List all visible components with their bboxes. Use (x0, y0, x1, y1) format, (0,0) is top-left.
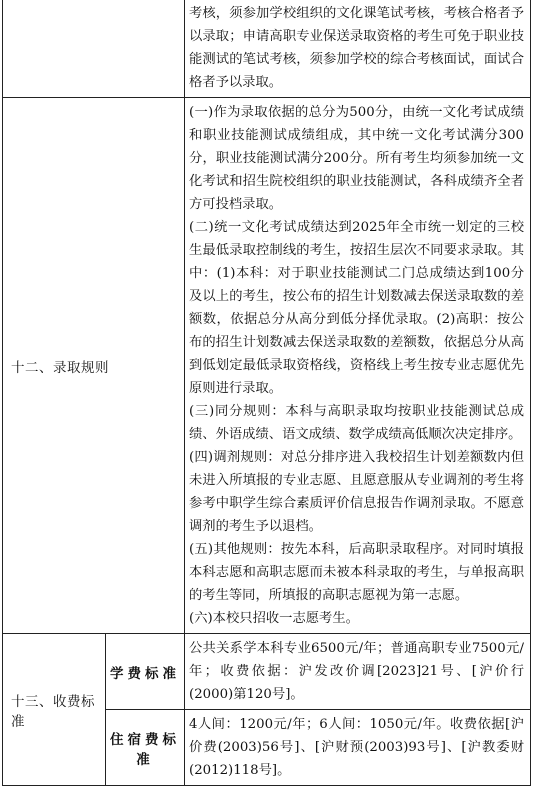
rule-paragraph-3: (三)同分规则：本科与高职录取均按职业技能测试总成绩、外语成绩、语文成绩、数学成绩高低顺次决定排序。 (189, 404, 524, 442)
rule-paragraph-5: (五)其他规则：按先本科，后高职录取程序。对同时填报本科志愿和高职志愿而未被本科录取的考生，与单报高职的考生等同，所填报的高职志愿视为第一志愿。 (189, 542, 524, 603)
table-row (3, 98, 531, 634)
empty-label-cell (3, 0, 185, 98)
rule-paragraph-1: (一)作为录取依据的总分为500分，由统一文化考试成绩和职业技能测试成绩组成，其中统一文化考试满分300分，职业技能测试满分200分。所有考生均须参加统一文化考试和招生院校组织的职业技能测试，各科成绩齐全者方可投档录取。 (189, 105, 524, 212)
rule-paragraph-2: (二)统一文化考试成绩达到2025年全市统一划定的三校生最低录取控制线的考生，按招生层次不同要求录取。其中：(1)本科：对于职业技能测试二门总成绩达到100分及以上的考生，按公布的招生计划数减去保送录取数的差额数，依据总分从高分到低分择优录取。(2)高职：按公布的招生计划数减去保送录取数的差额数，依据总分从高到低划定最低录取资格线，资格线上考生按专业志愿优先原则进行录取。 (189, 220, 524, 396)
rule-paragraph-6: (六)本校只招收一志愿考生。 (189, 611, 359, 626)
section-label-fees: 十三、收费标准 (3, 634, 106, 786)
accommodation-label: 住宿费标准 (106, 710, 185, 786)
section-label-admission-rules: 十二、录取规则 (3, 98, 185, 634)
rule-paragraph-4: (四)调剂规则：对总分排序进入我校招生计划差额数内但未进入所填报的专业志愿、且愿意服从专业调剂的考生将参考中职学生综合素质评价信息报告作调剂录取。不愿意调剂的考生予以退档。 (189, 450, 524, 534)
accommodation-text-cell: 4人间：1200元/年；6人间：1050元/年。收费依据[沪价费(2003)56号]、[沪财预(2003)93号]、[沪教委财(2012)118号]。 (185, 710, 531, 786)
table-row (3, 634, 531, 710)
admission-table (2, 0, 531, 786)
table-row (3, 0, 531, 98)
tuition-label: 学费标准 (106, 634, 185, 710)
tuition-text-cell: 公共关系学本科专业6500元/年；普通高职专业7500元/年；收费依据：沪发改价调[2023]21号、[沪价行(2000)第120号]。 (185, 634, 531, 710)
admission-rules-cell (185, 98, 531, 634)
assessment-text-cell: 考核，须参加学校组织的文化课笔试考核，考核合格者予以录取；申请高职专业保送录取资格的考生可免于职业技能测试的笔试考核，须参加学校的综合考核面试，面试合格者予以录取。 (185, 0, 531, 98)
